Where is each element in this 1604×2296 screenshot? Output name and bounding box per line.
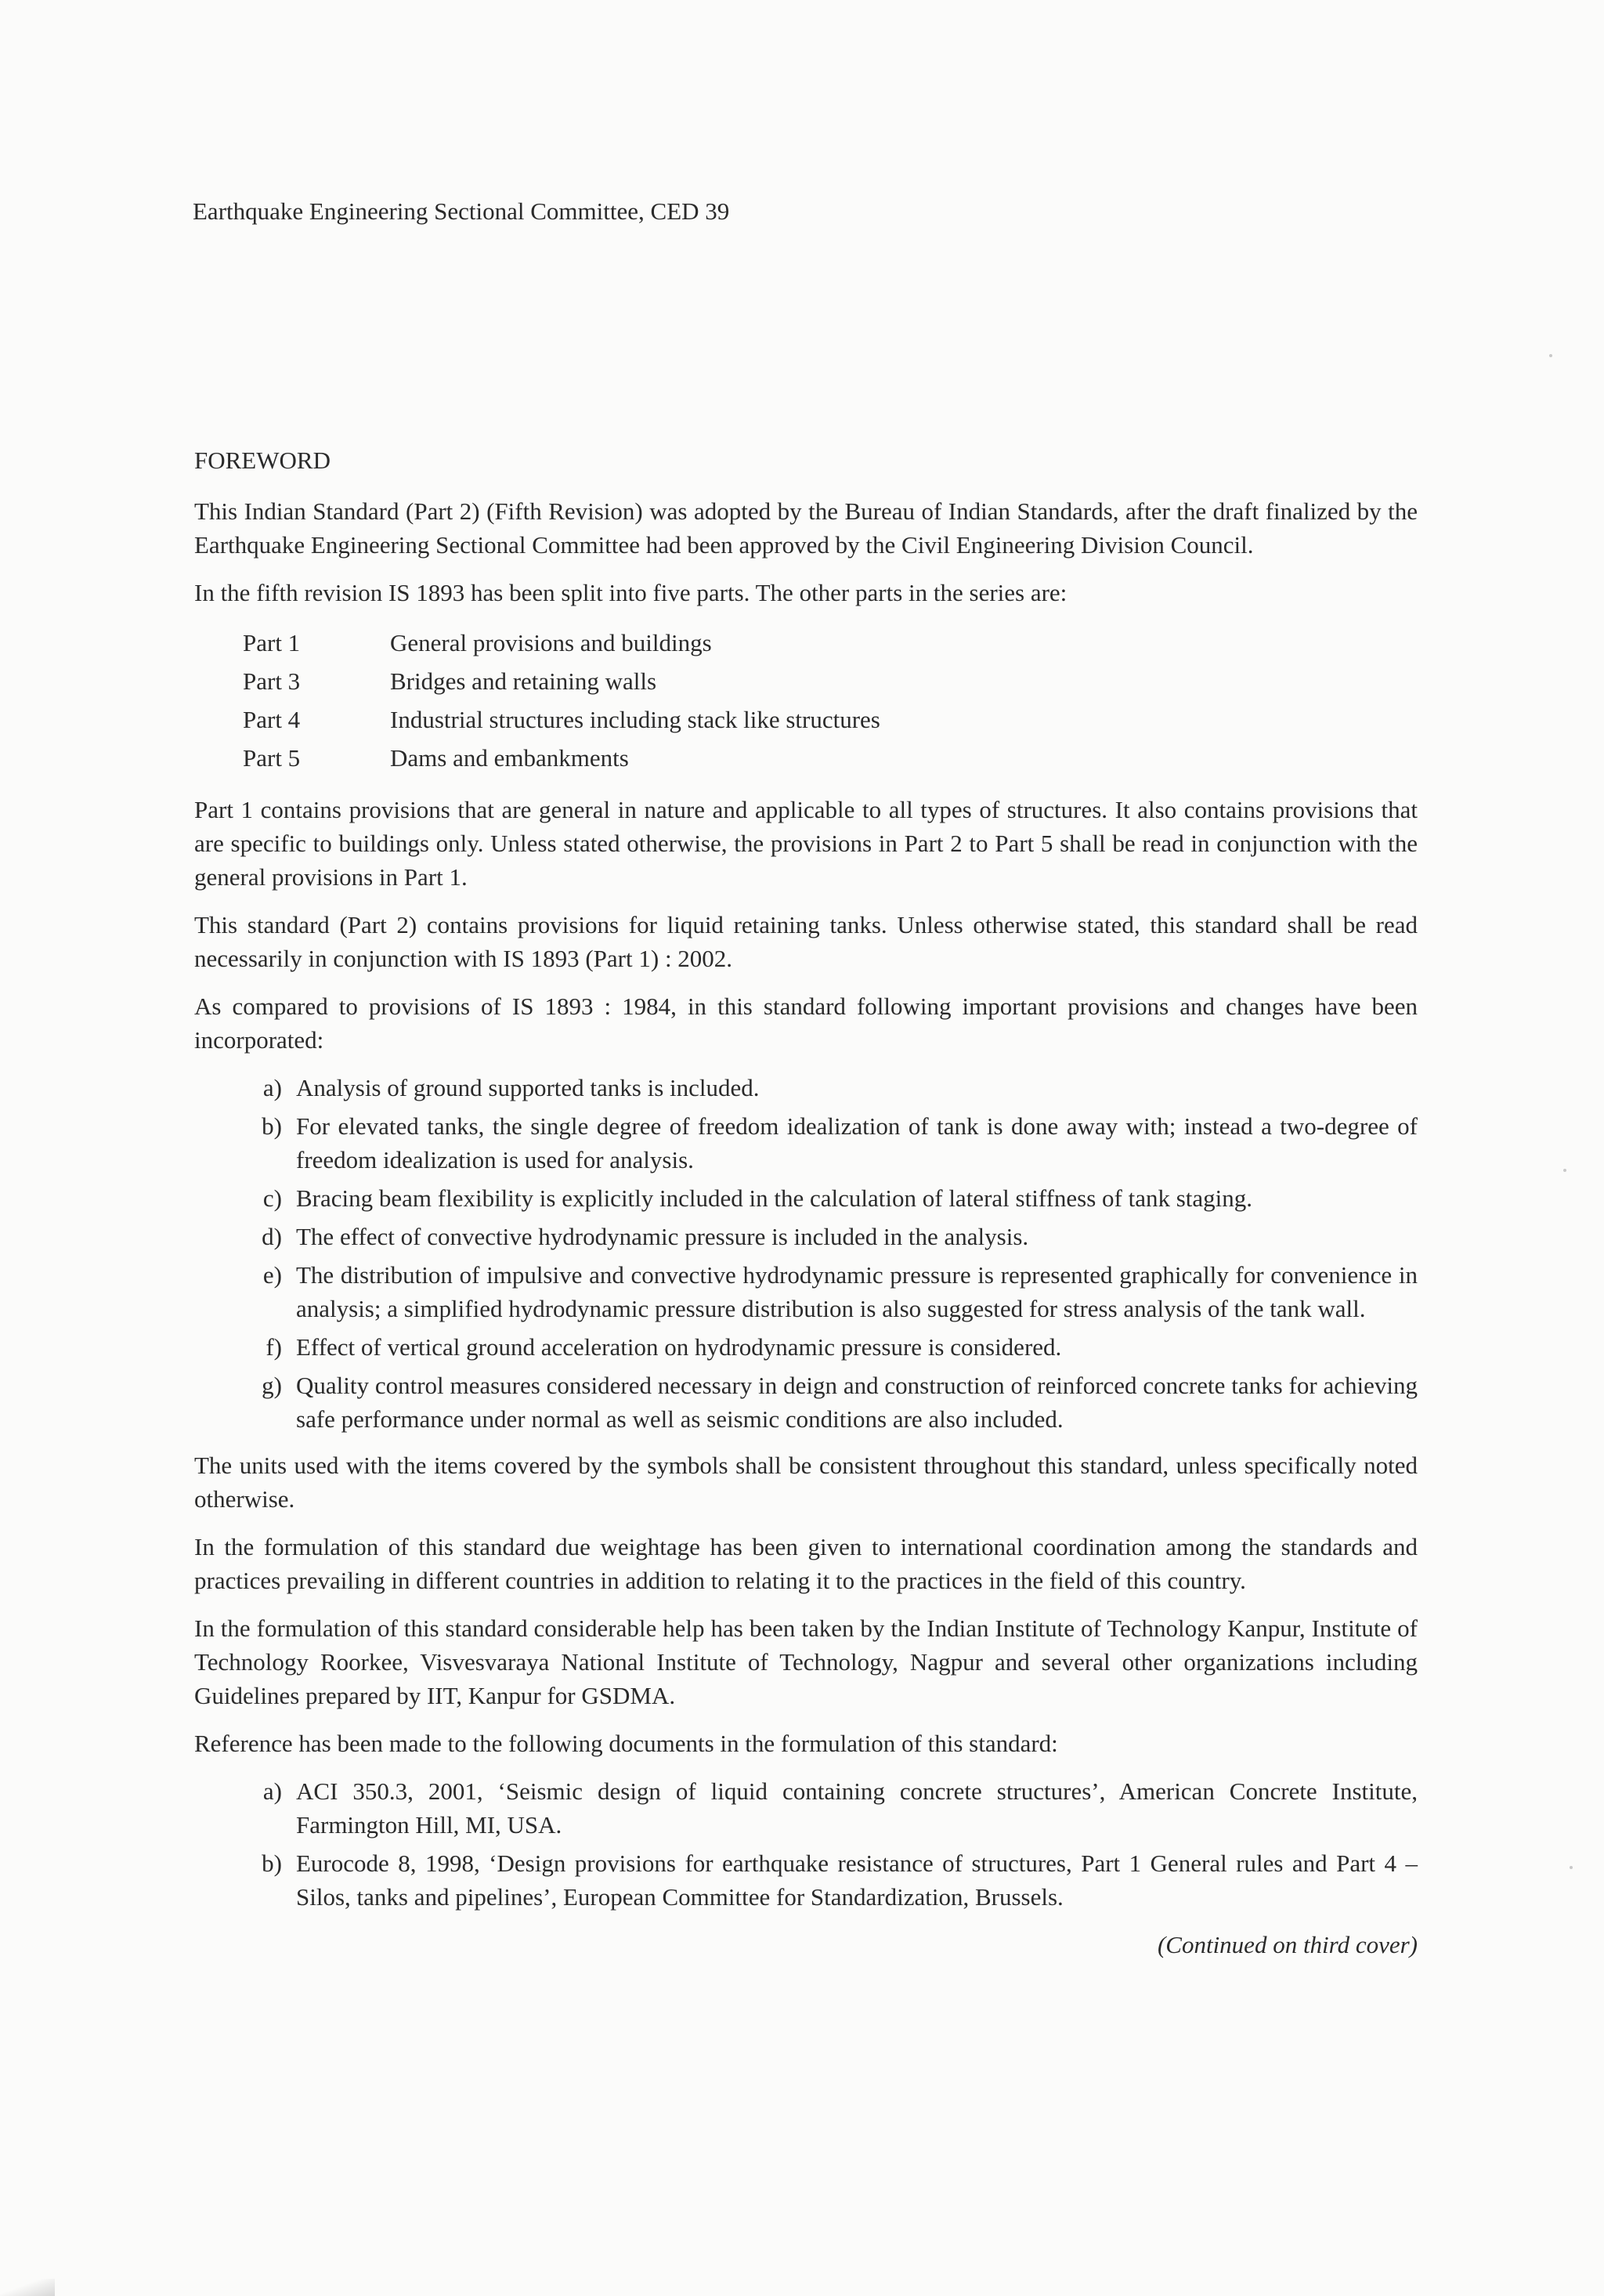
- item-marker: g): [262, 1372, 282, 1399]
- paragraph-acknowledgement: In the formulation of this standard considerable help has been taken by the Indian Institute of Technology Kanpur, Institute of Technology Roorkee, Visvesvaraya National Institute of Technology, Nagpur and several other organizations including Guidelines prepared by IIT, Kanpur for GSDMA.: [194, 1614, 1418, 1709]
- paragraph-changes-intro: As compared to provisions of IS 1893 : 1984, in this standard following important provisions and changes have been incorporated:: [194, 993, 1418, 1054]
- item-text: Eurocode 8, 1998, ‘Design provisions for earthquake resistance of structures, Part 1 General rules and Part 4 – Silos, tanks and pipelines’, European Committee for Standardization, Brussels.: [296, 1849, 1418, 1911]
- list-item: [194, 1220, 1418, 1253]
- part-description: General provisions and buildings: [390, 629, 712, 656]
- scan-speck: [1549, 354, 1552, 357]
- parts-list-item: [243, 739, 1418, 777]
- item-text: ACI 350.3, 2001, ‘Seismic design of liquid containing concrete structures’, American Concrete Institute, Farmington Hill, MI, USA.: [296, 1777, 1418, 1839]
- item-marker: b): [262, 1112, 282, 1140]
- item-marker: a): [262, 1777, 282, 1805]
- item-text: The distribution of impulsive and convective hydrodynamic pressure is represented graphically for convenience in analysis; a simplified hydrodynamic pressure distribution is also suggested for stress analysis of the tank wall.: [296, 1261, 1418, 1322]
- list-item: [194, 1369, 1418, 1436]
- scan-artifact: [0, 2279, 55, 2296]
- references-list: [194, 1774, 1418, 1914]
- item-marker: e): [262, 1261, 282, 1289]
- list-item: [194, 1330, 1418, 1364]
- item-marker: a): [262, 1074, 282, 1101]
- paragraph-units: The units used with the items covered by the symbols shall be consistent throughout this standard, unless specifically noted otherwise.: [194, 1452, 1418, 1513]
- list-item: [194, 1846, 1418, 1914]
- item-marker: c): [262, 1184, 282, 1212]
- scan-speck: [1563, 1169, 1566, 1172]
- item-marker: f): [266, 1333, 282, 1361]
- foreword-heading: FOREWORD: [194, 447, 331, 474]
- item-text: Bracing beam flexibility is explicitly included in the calculation of lateral stiffness of tank staging.: [296, 1184, 1253, 1212]
- item-text: Effect of vertical ground acceleration on hydrodynamic pressure is considered.: [296, 1333, 1062, 1361]
- list-item: [194, 1071, 1418, 1105]
- item-text: Analysis of ground supported tanks is included.: [296, 1074, 760, 1101]
- paragraph-part1-scope: Part 1 contains provisions that are general in nature and applicable to all types of structures. It also contains provisions that are specific to buildings only. Unless stated otherwise, the provisions in Part 2 to Part 5 shall be read in conjunction with the general provisions in Part 1.: [194, 796, 1418, 891]
- parts-list-item: [243, 662, 1418, 700]
- scan-speck: [1570, 1866, 1573, 1869]
- item-marker: b): [262, 1849, 282, 1877]
- paragraph-references-intro: Reference has been made to the following documents in the formulation of this standard:: [194, 1730, 1058, 1757]
- parts-list-item: [243, 700, 1418, 739]
- item-text: For elevated tanks, the single degree of freedom idealization of tank is done away with; instead a two-degree of freedom idealization is used for analysis.: [296, 1112, 1418, 1173]
- part-description: Bridges and retaining walls: [390, 667, 657, 695]
- list-item: [194, 1181, 1418, 1215]
- committee-line: Earthquake Engineering Sectional Committee, CED 39: [193, 197, 730, 225]
- continued-note: (Continued on third cover): [1157, 1931, 1418, 1958]
- part-number: Part 3: [243, 667, 301, 695]
- parts-list-item: [243, 624, 1418, 662]
- foreword-section: [194, 443, 1418, 1962]
- part-description: Dams and embankments: [390, 744, 629, 772]
- list-item: [194, 1258, 1418, 1325]
- paragraph-parts-intro: In the fifth revision IS 1893 has been split into five parts. The other parts in the series are:: [194, 579, 1068, 606]
- item-text: Quality control measures considered necessary in deign and construction of reinforced concrete tanks for achieving safe performance under normal as well as seismic conditions are also included.: [296, 1372, 1418, 1433]
- item-marker: d): [262, 1223, 282, 1250]
- changes-list: [194, 1071, 1418, 1436]
- part-number: Part 5: [243, 744, 301, 772]
- part-description: Industrial structures including stack like structures: [390, 706, 880, 733]
- paragraph-part2-scope: This standard (Part 2) contains provisions for liquid retaining tanks. Unless otherwise stated, this standard shall be read necessarily in conjunction with IS 1893 (Part 1) : 2002.: [194, 911, 1418, 972]
- part-number: Part 4: [243, 706, 301, 733]
- part-number: Part 1: [243, 629, 301, 656]
- parts-list: [243, 624, 1418, 777]
- paragraph-adoption: This Indian Standard (Part 2) (Fifth Revision) was adopted by the Bureau of Indian Standards, after the draft finalized by the Earthquake Engineering Sectional Committee had been approved by the Civil Engineering Division Council.: [194, 497, 1418, 559]
- paragraph-coordination: In the formulation of this standard due weightage has been given to international coordination among the standards and practices prevailing in different countries in addition to relating it to the practices in the field of this country.: [194, 1533, 1418, 1594]
- item-text: The effect of convective hydrodynamic pressure is included in the analysis.: [296, 1223, 1029, 1250]
- list-item: [194, 1774, 1418, 1842]
- list-item: [194, 1109, 1418, 1177]
